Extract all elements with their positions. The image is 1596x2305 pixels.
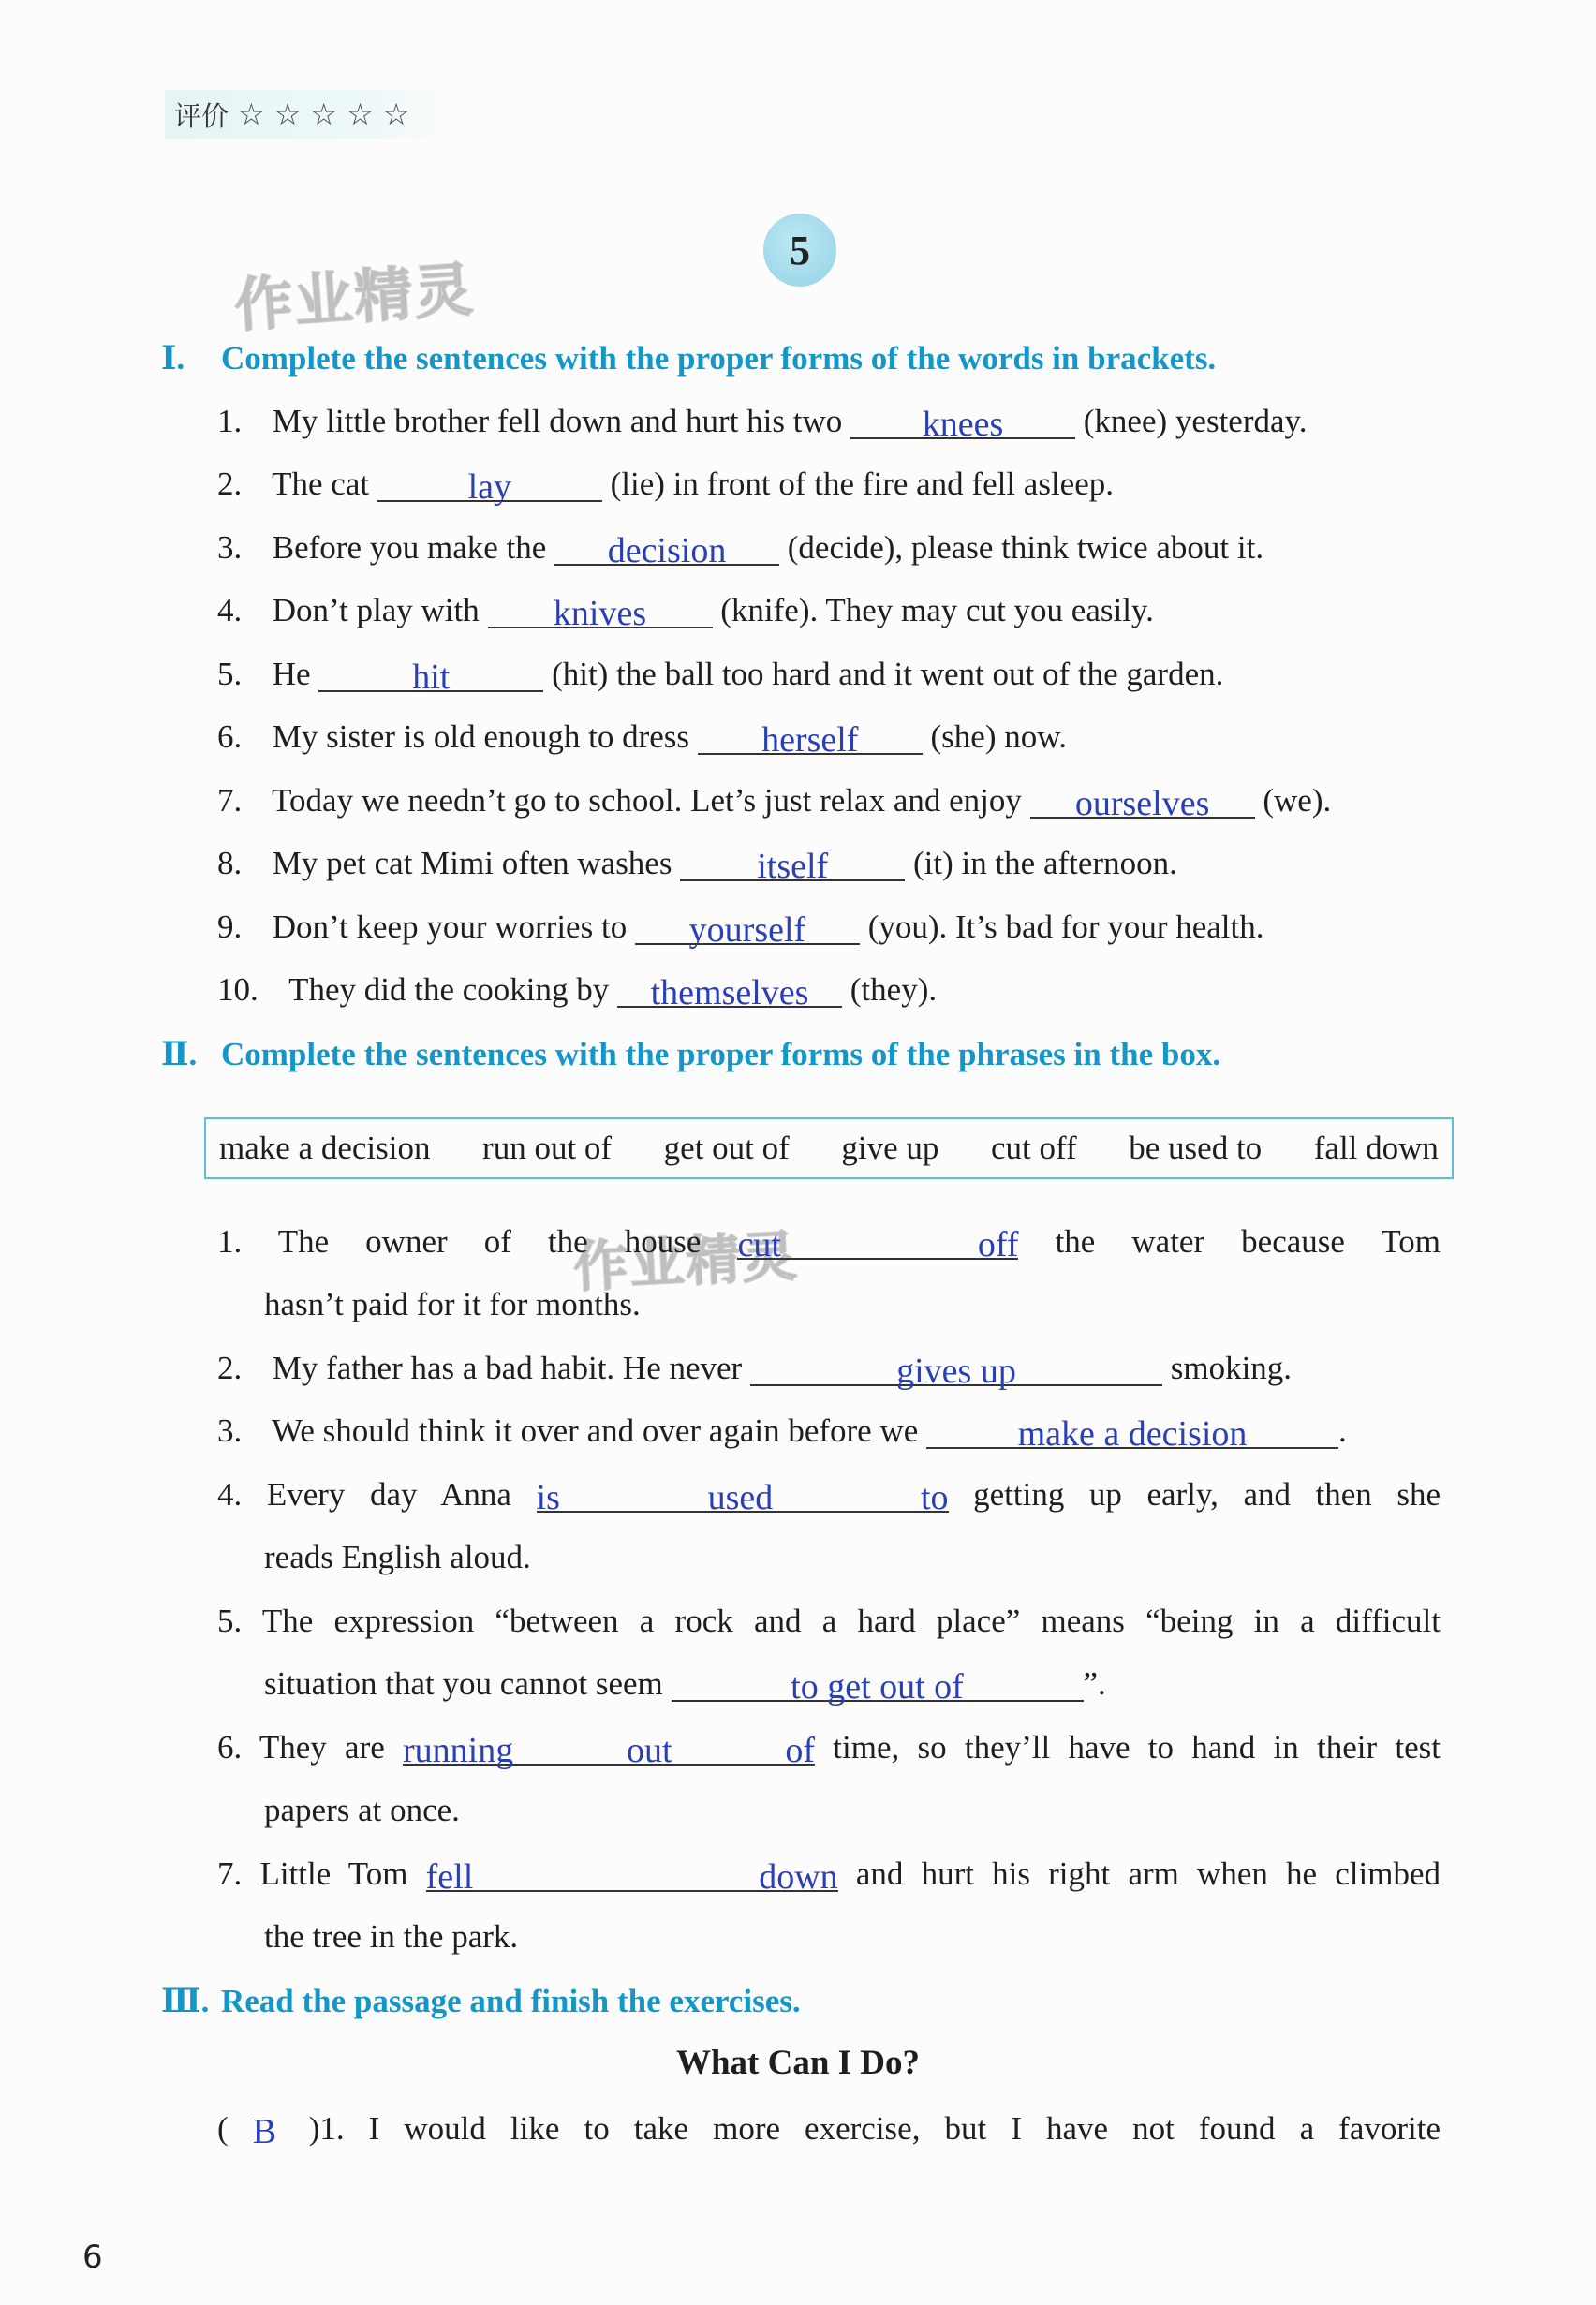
answer-blank[interactable] bbox=[737, 1224, 1019, 1264]
item-text: Every day Anna bbox=[266, 1476, 511, 1513]
item-text: time, so they’ll have to hand in their test bbox=[833, 1729, 1441, 1766]
item-text: (you). It’s bad for your health. bbox=[867, 909, 1264, 945]
phrase: get out of bbox=[663, 1130, 790, 1166]
answer-text: yourself bbox=[688, 910, 806, 950]
answer-blank[interactable] bbox=[1030, 783, 1255, 823]
exercise-item bbox=[217, 1855, 1441, 1897]
item-text: and hurt his right arm when he climbed bbox=[855, 1855, 1441, 1892]
item-text: (it) in the afternoon. bbox=[912, 845, 1177, 881]
rating-label: 评价 bbox=[174, 99, 229, 132]
watermark: 作业精灵 bbox=[232, 255, 477, 340]
exercise-item bbox=[217, 656, 1224, 697]
item-number: 1. bbox=[217, 403, 243, 439]
item-number: 1. bbox=[217, 1223, 243, 1260]
answer-blank[interactable] bbox=[635, 909, 860, 950]
answer-blank[interactable] bbox=[698, 719, 923, 760]
star-icon: ☆ bbox=[273, 96, 302, 132]
item-text: (we). bbox=[1263, 782, 1332, 819]
exercise-item bbox=[217, 971, 938, 1012]
answer-text: gives up bbox=[896, 1352, 1016, 1391]
answer-text: fell down bbox=[425, 1857, 838, 1897]
item-text: getting up early, and then she bbox=[973, 1476, 1441, 1513]
item-text: Don’t play with bbox=[272, 592, 480, 628]
exercise-item bbox=[217, 1603, 1441, 1640]
item-text: (lie) in front of the fire and fell asleep. bbox=[610, 465, 1115, 502]
item-text: We should think it over and over again before we bbox=[272, 1412, 919, 1449]
item-text: He bbox=[272, 656, 311, 692]
item-continuation: reads English aloud. bbox=[264, 1539, 531, 1575]
answer-blank[interactable] bbox=[672, 1666, 1084, 1707]
unit-number-badge: 5 bbox=[763, 214, 836, 287]
rating-bar bbox=[165, 90, 455, 139]
bracket: ) bbox=[308, 2110, 320, 2147]
item-text: the water because Tom bbox=[1055, 1223, 1441, 1260]
exercise-item bbox=[217, 1476, 1441, 1517]
item-text: smoking. bbox=[1170, 1350, 1293, 1386]
watermark: 作业精灵 bbox=[571, 1223, 800, 1300]
answer-blank[interactable] bbox=[318, 657, 543, 697]
exercise-item bbox=[217, 1350, 1293, 1391]
item-text: ”. bbox=[1083, 1665, 1106, 1702]
section-number: Ⅰ. bbox=[161, 340, 185, 377]
answer-blank[interactable] bbox=[750, 1351, 1162, 1391]
item-continuation: papers at once. bbox=[264, 1792, 460, 1828]
answer-blank[interactable] bbox=[926, 1413, 1338, 1454]
item-text: My sister is old enough to dress bbox=[272, 718, 690, 755]
star-icon: ☆ bbox=[310, 96, 338, 132]
item-text: My pet cat Mimi often washes bbox=[272, 845, 672, 881]
star-icon: ☆ bbox=[347, 96, 374, 132]
item-number: 2. bbox=[217, 1350, 243, 1386]
answer-text: lay bbox=[467, 467, 512, 507]
star-icon: ☆ bbox=[382, 96, 410, 132]
item-text: My father has a bad habit. He never bbox=[272, 1350, 743, 1386]
answer-text: herself bbox=[761, 720, 859, 760]
item-number: 3. bbox=[217, 1412, 243, 1449]
item-text: The owner of the house bbox=[277, 1223, 702, 1260]
phrase: fall down bbox=[1313, 1130, 1439, 1166]
answer-blank[interactable] bbox=[617, 972, 842, 1012]
answer-text: hit bbox=[412, 658, 451, 697]
phrase: run out of bbox=[482, 1130, 613, 1166]
exercise-item bbox=[217, 1412, 1347, 1454]
star-icon: ☆ bbox=[238, 96, 265, 132]
item-number: 6. bbox=[217, 718, 243, 755]
item-continuation: hasn’t paid for it for months. bbox=[264, 1286, 641, 1322]
item-text: They did the cooking by bbox=[288, 971, 610, 1008]
answer-text: running out of bbox=[403, 1731, 816, 1770]
item-number: 6. bbox=[217, 1729, 243, 1766]
item-text: (knife). They may cut you easily. bbox=[720, 592, 1154, 628]
item-number: 7. bbox=[217, 782, 243, 819]
item-number: 4. bbox=[217, 592, 243, 628]
exercise-item bbox=[217, 1729, 1441, 1770]
item-continuation bbox=[264, 1665, 1106, 1707]
item-text: . bbox=[1338, 1412, 1347, 1449]
answer-choice[interactable]: B bbox=[252, 2112, 277, 2151]
question-item bbox=[217, 2107, 1441, 2149]
answer-blank[interactable] bbox=[850, 404, 1075, 444]
answer-blank[interactable] bbox=[554, 530, 779, 570]
item-text: (hit) the ball too hard and it went out of the garden. bbox=[552, 656, 1224, 692]
section-title: Complete the sentences with the proper forms of the phrases in the box. bbox=[221, 1036, 1221, 1072]
item-text: Before you make the bbox=[272, 529, 547, 566]
phrase: be used to bbox=[1129, 1130, 1263, 1166]
item-number: 10. bbox=[217, 971, 259, 1008]
question-text: 1. I would like to take more exercise, but I have not found a favorite bbox=[319, 2110, 1441, 2147]
section-number: Ⅲ. bbox=[161, 1983, 210, 2019]
answer-text: knives bbox=[553, 594, 647, 633]
exercise-item bbox=[217, 529, 1264, 570]
section-1-heading bbox=[161, 339, 1216, 377]
answer-blank[interactable] bbox=[377, 466, 602, 507]
phrase: make a decision bbox=[219, 1130, 431, 1166]
item-number: 9. bbox=[217, 909, 243, 945]
passage-title: What Can I Do? bbox=[675, 2044, 921, 2082]
item-text: My little brother fell down and hurt his two bbox=[272, 403, 843, 439]
item-text: The cat bbox=[272, 465, 370, 502]
exercise-item bbox=[217, 782, 1332, 823]
exercise-item bbox=[217, 592, 1154, 633]
answer-blank[interactable] bbox=[536, 1477, 949, 1517]
item-number: 4. bbox=[217, 1476, 243, 1513]
answer-text: knees bbox=[922, 405, 1004, 444]
answer-blank[interactable] bbox=[403, 1730, 816, 1770]
item-text: situation that you cannot seem bbox=[264, 1665, 663, 1702]
answer-blank[interactable] bbox=[680, 846, 905, 886]
section-number: Ⅱ. bbox=[161, 1036, 198, 1072]
section-2-heading bbox=[161, 1035, 1220, 1073]
section-title: Complete the sentences with the proper forms of the words in brackets. bbox=[221, 340, 1217, 377]
exercise-item bbox=[217, 845, 1177, 886]
item-continuation: the tree in the park. bbox=[264, 1918, 519, 1955]
exercise-item bbox=[217, 909, 1264, 950]
phrase: give up bbox=[841, 1130, 939, 1166]
item-number: 5. bbox=[217, 656, 243, 692]
item-number: 8. bbox=[217, 845, 243, 881]
answer-text: ourselves bbox=[1074, 784, 1210, 823]
phrase-box bbox=[204, 1117, 1454, 1179]
exercise-item bbox=[217, 465, 1115, 507]
item-text: (knee) yesterday. bbox=[1083, 403, 1308, 439]
answer-blank[interactable] bbox=[425, 1856, 838, 1897]
item-text: (she) now. bbox=[930, 718, 1067, 755]
item-number: 3. bbox=[217, 529, 243, 566]
item-text: Little Tom bbox=[259, 1855, 408, 1892]
item-number: 2. bbox=[217, 465, 243, 502]
exercise-item bbox=[217, 718, 1067, 760]
answer-text: cut off bbox=[737, 1225, 1019, 1264]
answer-text: themselves bbox=[650, 973, 809, 1012]
section-3-heading bbox=[161, 1982, 801, 2020]
item-text: They are bbox=[259, 1729, 385, 1766]
item-text: The expression “between a rock and a hard place” means “being in a difficult bbox=[261, 1603, 1441, 1639]
bracket: ( bbox=[217, 2110, 229, 2147]
answer-text: is used to bbox=[536, 1478, 949, 1517]
answer-text: itself bbox=[757, 847, 829, 886]
item-number: 5. bbox=[217, 1603, 243, 1639]
item-text: Today we needn’t go to school. Let’s just relax and enjoy bbox=[272, 782, 1022, 819]
item-text: (decide), please think twice about it. bbox=[787, 529, 1264, 566]
item-number: 7. bbox=[217, 1855, 243, 1892]
phrase: cut off bbox=[990, 1130, 1077, 1166]
answer-text: make a decision bbox=[1017, 1414, 1248, 1454]
answer-text: to get out of bbox=[791, 1667, 964, 1707]
answer-text: decision bbox=[607, 531, 727, 570]
item-text: (they). bbox=[850, 971, 938, 1008]
section-title: Read the passage and finish the exercises. bbox=[221, 1983, 801, 2019]
page-number: 6 bbox=[82, 2239, 103, 2276]
answer-blank[interactable] bbox=[488, 593, 713, 633]
item-text: Don’t keep your worries to bbox=[272, 909, 628, 945]
exercise-item bbox=[217, 403, 1308, 444]
